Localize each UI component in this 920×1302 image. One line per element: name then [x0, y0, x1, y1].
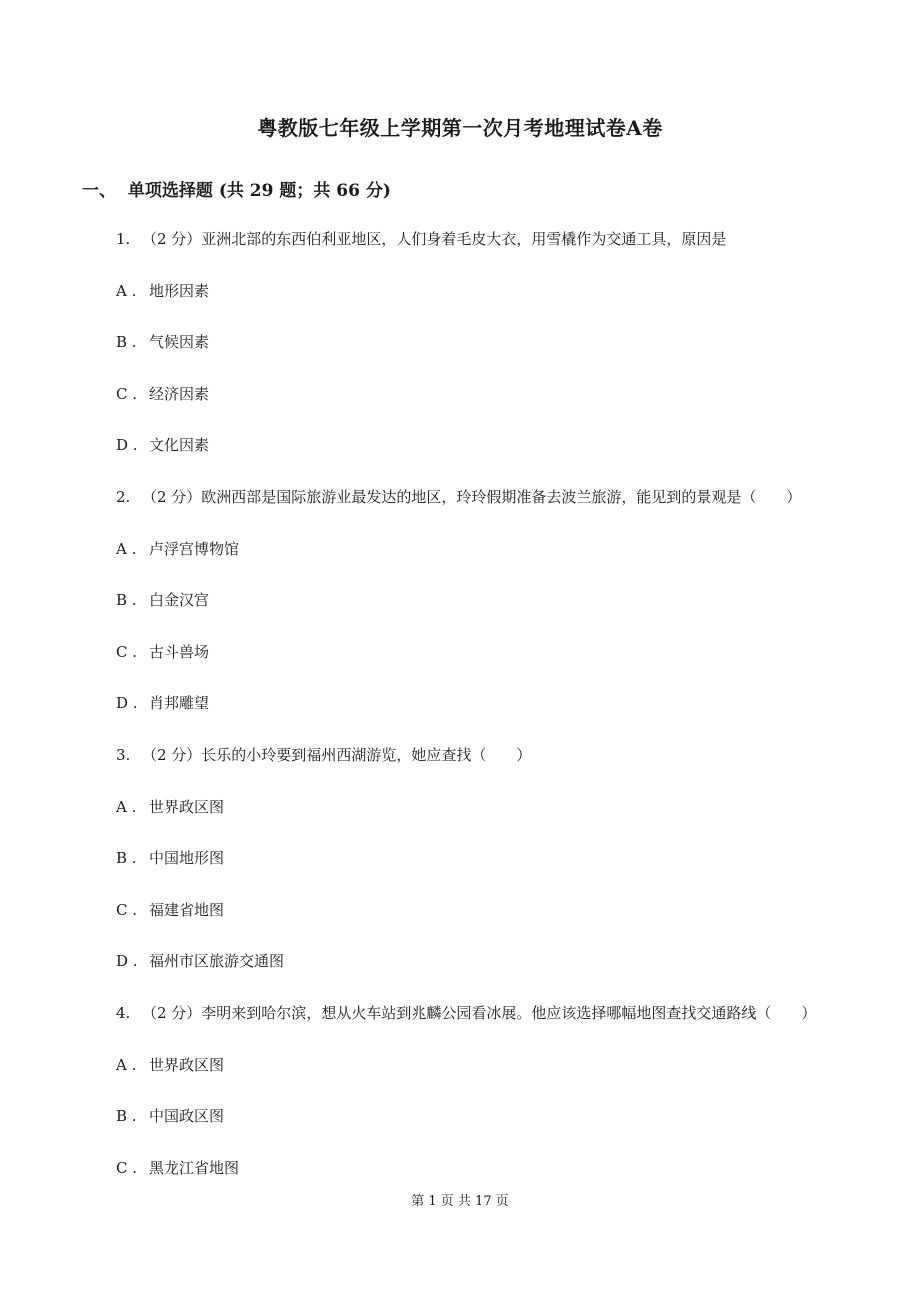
question-2-option-b[interactable]	[116, 590, 209, 610]
option-letter: C .	[116, 901, 138, 919]
option-text: 气候因素	[149, 333, 210, 351]
question-1-option-d[interactable]	[116, 435, 209, 455]
question-2-option-d[interactable]	[116, 693, 209, 713]
option-text: 中国地形图	[149, 849, 225, 867]
option-text: 福州市区旅游交通图	[149, 952, 285, 970]
question-number: 4.	[116, 1004, 131, 1022]
question-3-option-c[interactable]	[116, 900, 224, 920]
option-text: 卢浮宫博物馆	[149, 540, 240, 558]
option-text: 古斗兽场	[149, 643, 210, 661]
option-letter: A .	[116, 798, 137, 816]
option-text: 文化因素	[149, 436, 210, 454]
option-text: 黑龙江省地图	[149, 1159, 240, 1177]
option-letter: A .	[116, 1056, 137, 1074]
question-1-option-b[interactable]	[116, 332, 209, 352]
question-1-option-a[interactable]	[116, 281, 209, 301]
page-footer: 第 1 页 共 17 页	[411, 1194, 509, 1209]
question-4-stem	[116, 1003, 816, 1023]
option-text: 地形因素	[149, 282, 210, 300]
page-title: 粤教版七年级上学期第一次月考地理试卷A卷	[257, 116, 663, 140]
option-text: 世界政区图	[149, 1056, 225, 1074]
question-2-option-c[interactable]	[116, 642, 209, 662]
question-text: （2 分）长乐的小玲要到福州西湖游览，她应查找（ ）	[142, 746, 532, 764]
question-number: 1.	[116, 230, 131, 248]
question-text: （2 分）欧洲西部是国际旅游业最发达的地区，玲玲假期准备去波兰旅游，能见到的景观是（ ）	[142, 488, 802, 506]
section-number: 一、	[82, 181, 116, 201]
question-3-option-a[interactable]	[116, 797, 224, 817]
question-3-option-d[interactable]	[116, 951, 284, 971]
option-letter: D .	[116, 952, 138, 970]
question-4-option-b[interactable]	[116, 1106, 224, 1126]
question-2-stem	[116, 487, 801, 507]
option-text: 经济因素	[149, 385, 210, 403]
question-number: 2.	[116, 488, 131, 506]
option-text: 肖邦雕望	[149, 694, 210, 712]
option-letter: D .	[116, 694, 138, 712]
option-letter: B .	[116, 591, 137, 609]
option-letter: C .	[116, 1159, 138, 1177]
section-label: 单项选择题 (共 29 题；共 66 分)	[127, 181, 391, 201]
option-letter: A .	[116, 540, 137, 558]
option-letter: D .	[116, 436, 138, 454]
question-text: （2 分）李明来到哈尔滨，想从火车站到兆麟公园看冰展。他应该选择哪幅地图查找交通路线（ ）	[142, 1004, 817, 1022]
question-3-stem	[116, 745, 531, 765]
question-text: （2 分）亚洲北部的东西伯利亚地区，人们身着毛皮大衣，用雪橇作为交通工具，原因是	[142, 230, 727, 248]
option-letter: B .	[116, 1107, 137, 1125]
option-text: 世界政区图	[149, 798, 225, 816]
option-letter: C .	[116, 643, 138, 661]
option-letter: B .	[116, 333, 137, 351]
question-3-option-b[interactable]	[116, 848, 224, 868]
option-text: 白金汉宫	[149, 591, 210, 609]
question-1-stem	[116, 229, 726, 249]
option-text: 福建省地图	[149, 901, 225, 919]
option-letter: C .	[116, 385, 138, 403]
question-number: 3.	[116, 746, 131, 764]
question-1-option-c[interactable]	[116, 384, 209, 404]
option-letter: A .	[116, 282, 137, 300]
section-heading	[82, 176, 391, 201]
question-4-option-c[interactable]	[116, 1158, 239, 1178]
question-2-option-a[interactable]	[116, 539, 239, 559]
question-4-option-a[interactable]	[116, 1055, 224, 1075]
option-letter: B .	[116, 849, 137, 867]
option-text: 中国政区图	[149, 1107, 225, 1125]
